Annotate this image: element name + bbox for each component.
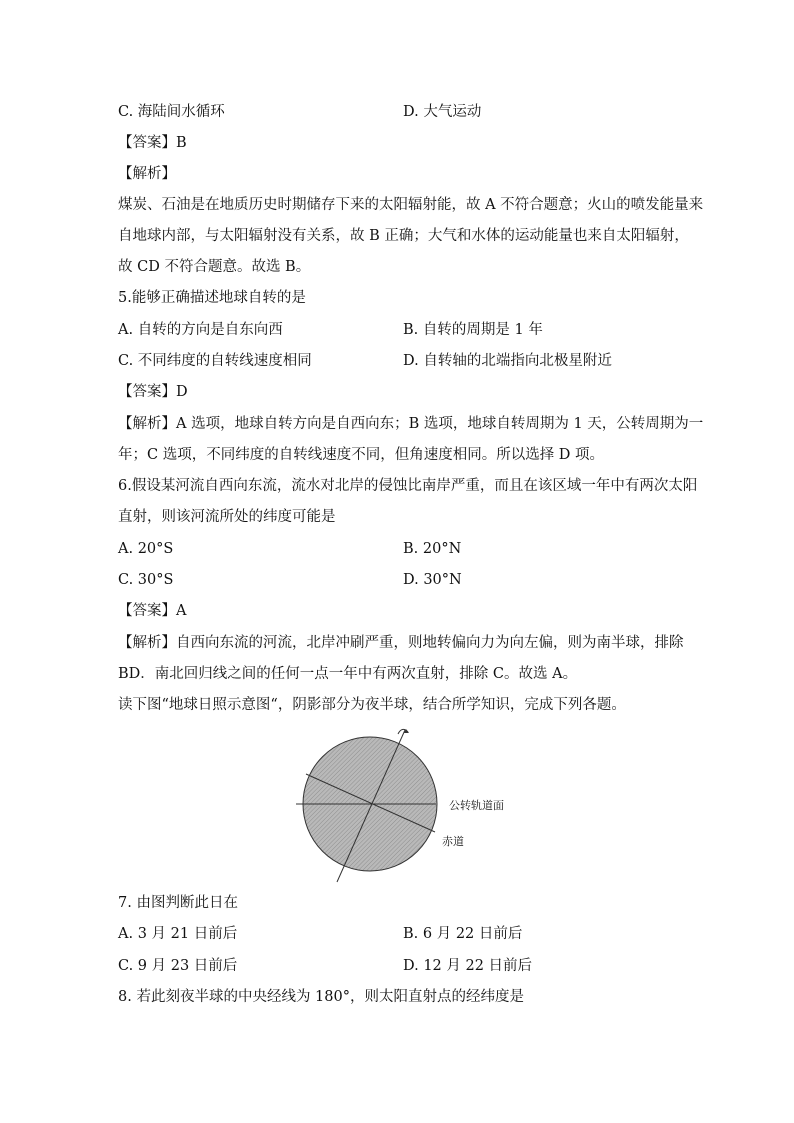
q6-stem-line1: 6.假设某河流自西向东流，流水对北岸的侵蚀比南岸严重，而且在该区域一年中有两次太阳 — [118, 478, 698, 494]
q6-option-c: C. 30°S — [118, 572, 174, 588]
q4-option-d: D. 大气运动 — [403, 104, 482, 120]
figure-intro: 读下图“地球日照示意图“，阴影部分为夜半球，结合所学知识，完成下列各题。 — [118, 697, 626, 713]
q4-answer: 【答案】B — [118, 135, 187, 151]
q5-analysis-line2: 年；C 选项，不同纬度的自转线速度不同，但角速度相同。所以选择 D 项。 — [118, 447, 605, 463]
q4-analysis-title: 【解析】 — [118, 166, 176, 182]
orbital-plane-label: 公转轨道面 — [449, 799, 504, 812]
q5-analysis-line1: 【解析】A 选项，地球自转方向是自西向东；B 选项，地球自转周期为 1 天，公转周期为一 — [118, 416, 704, 432]
q4-analysis-line3: 故 CD 不符合题意。故选 B。 — [118, 259, 311, 275]
q7-stem: 7. 由图判断此日在 — [118, 895, 238, 911]
q5-stem: 5.能够正确描述地球自转的是 — [118, 290, 306, 306]
q6-option-d: D. 30°N — [403, 572, 462, 588]
q8-stem: 8. 若此刻夜半球的中央经线为 180°，则太阳直射点的经纬度是 — [118, 989, 524, 1005]
q7-option-d: D. 12 月 22 日前后 — [403, 958, 533, 974]
q6-option-b: B. 20°N — [403, 541, 462, 557]
q6-analysis-line2: BD．南北回归线之间的任何一点一年中有两次直射，排除 C。故选 A。 — [118, 666, 578, 682]
q4-option-c: C. 海陆间水循环 — [118, 104, 225, 120]
equator-label: 赤道 — [442, 835, 464, 848]
q6-analysis-line1: 【解析】自西向东流的河流，北岸冲刷严重，则地转偏向力为向左偏，则为南半球，排除 — [118, 635, 684, 651]
q4-analysis-line2: 自地球内部，与太阳辐射没有关系，故 B 正确；大气和水体的运动能量也来自太阳辐射， — [118, 228, 689, 244]
q7-option-c: C. 9 月 23 日前后 — [118, 958, 238, 974]
q5-option-c: C. 不同纬度的自转线速度相同 — [118, 353, 312, 369]
q5-option-b: B. 自转的周期是 1 年 — [403, 322, 543, 338]
q7-option-a: A. 3 月 21 日前后 — [118, 926, 238, 942]
q5-option-a: A. 自转的方向是自东向西 — [118, 322, 283, 338]
q6-stem-line2: 直射，则该河流所处的纬度可能是 — [118, 509, 336, 525]
q6-option-a: A. 20°S — [118, 541, 174, 557]
q7-option-b: B. 6 月 22 日前后 — [403, 926, 523, 942]
q6-answer: 【答案】A — [118, 603, 187, 619]
q4-analysis-line1: 煤炭、石油是在地质历史时期储存下来的太阳辐射能，故 A 不符合题意；火山的喷发能量来 — [118, 197, 704, 213]
q5-answer: 【答案】D — [118, 384, 188, 400]
q5-option-d: D. 自转轴的北端指向北极星附近 — [403, 353, 612, 369]
